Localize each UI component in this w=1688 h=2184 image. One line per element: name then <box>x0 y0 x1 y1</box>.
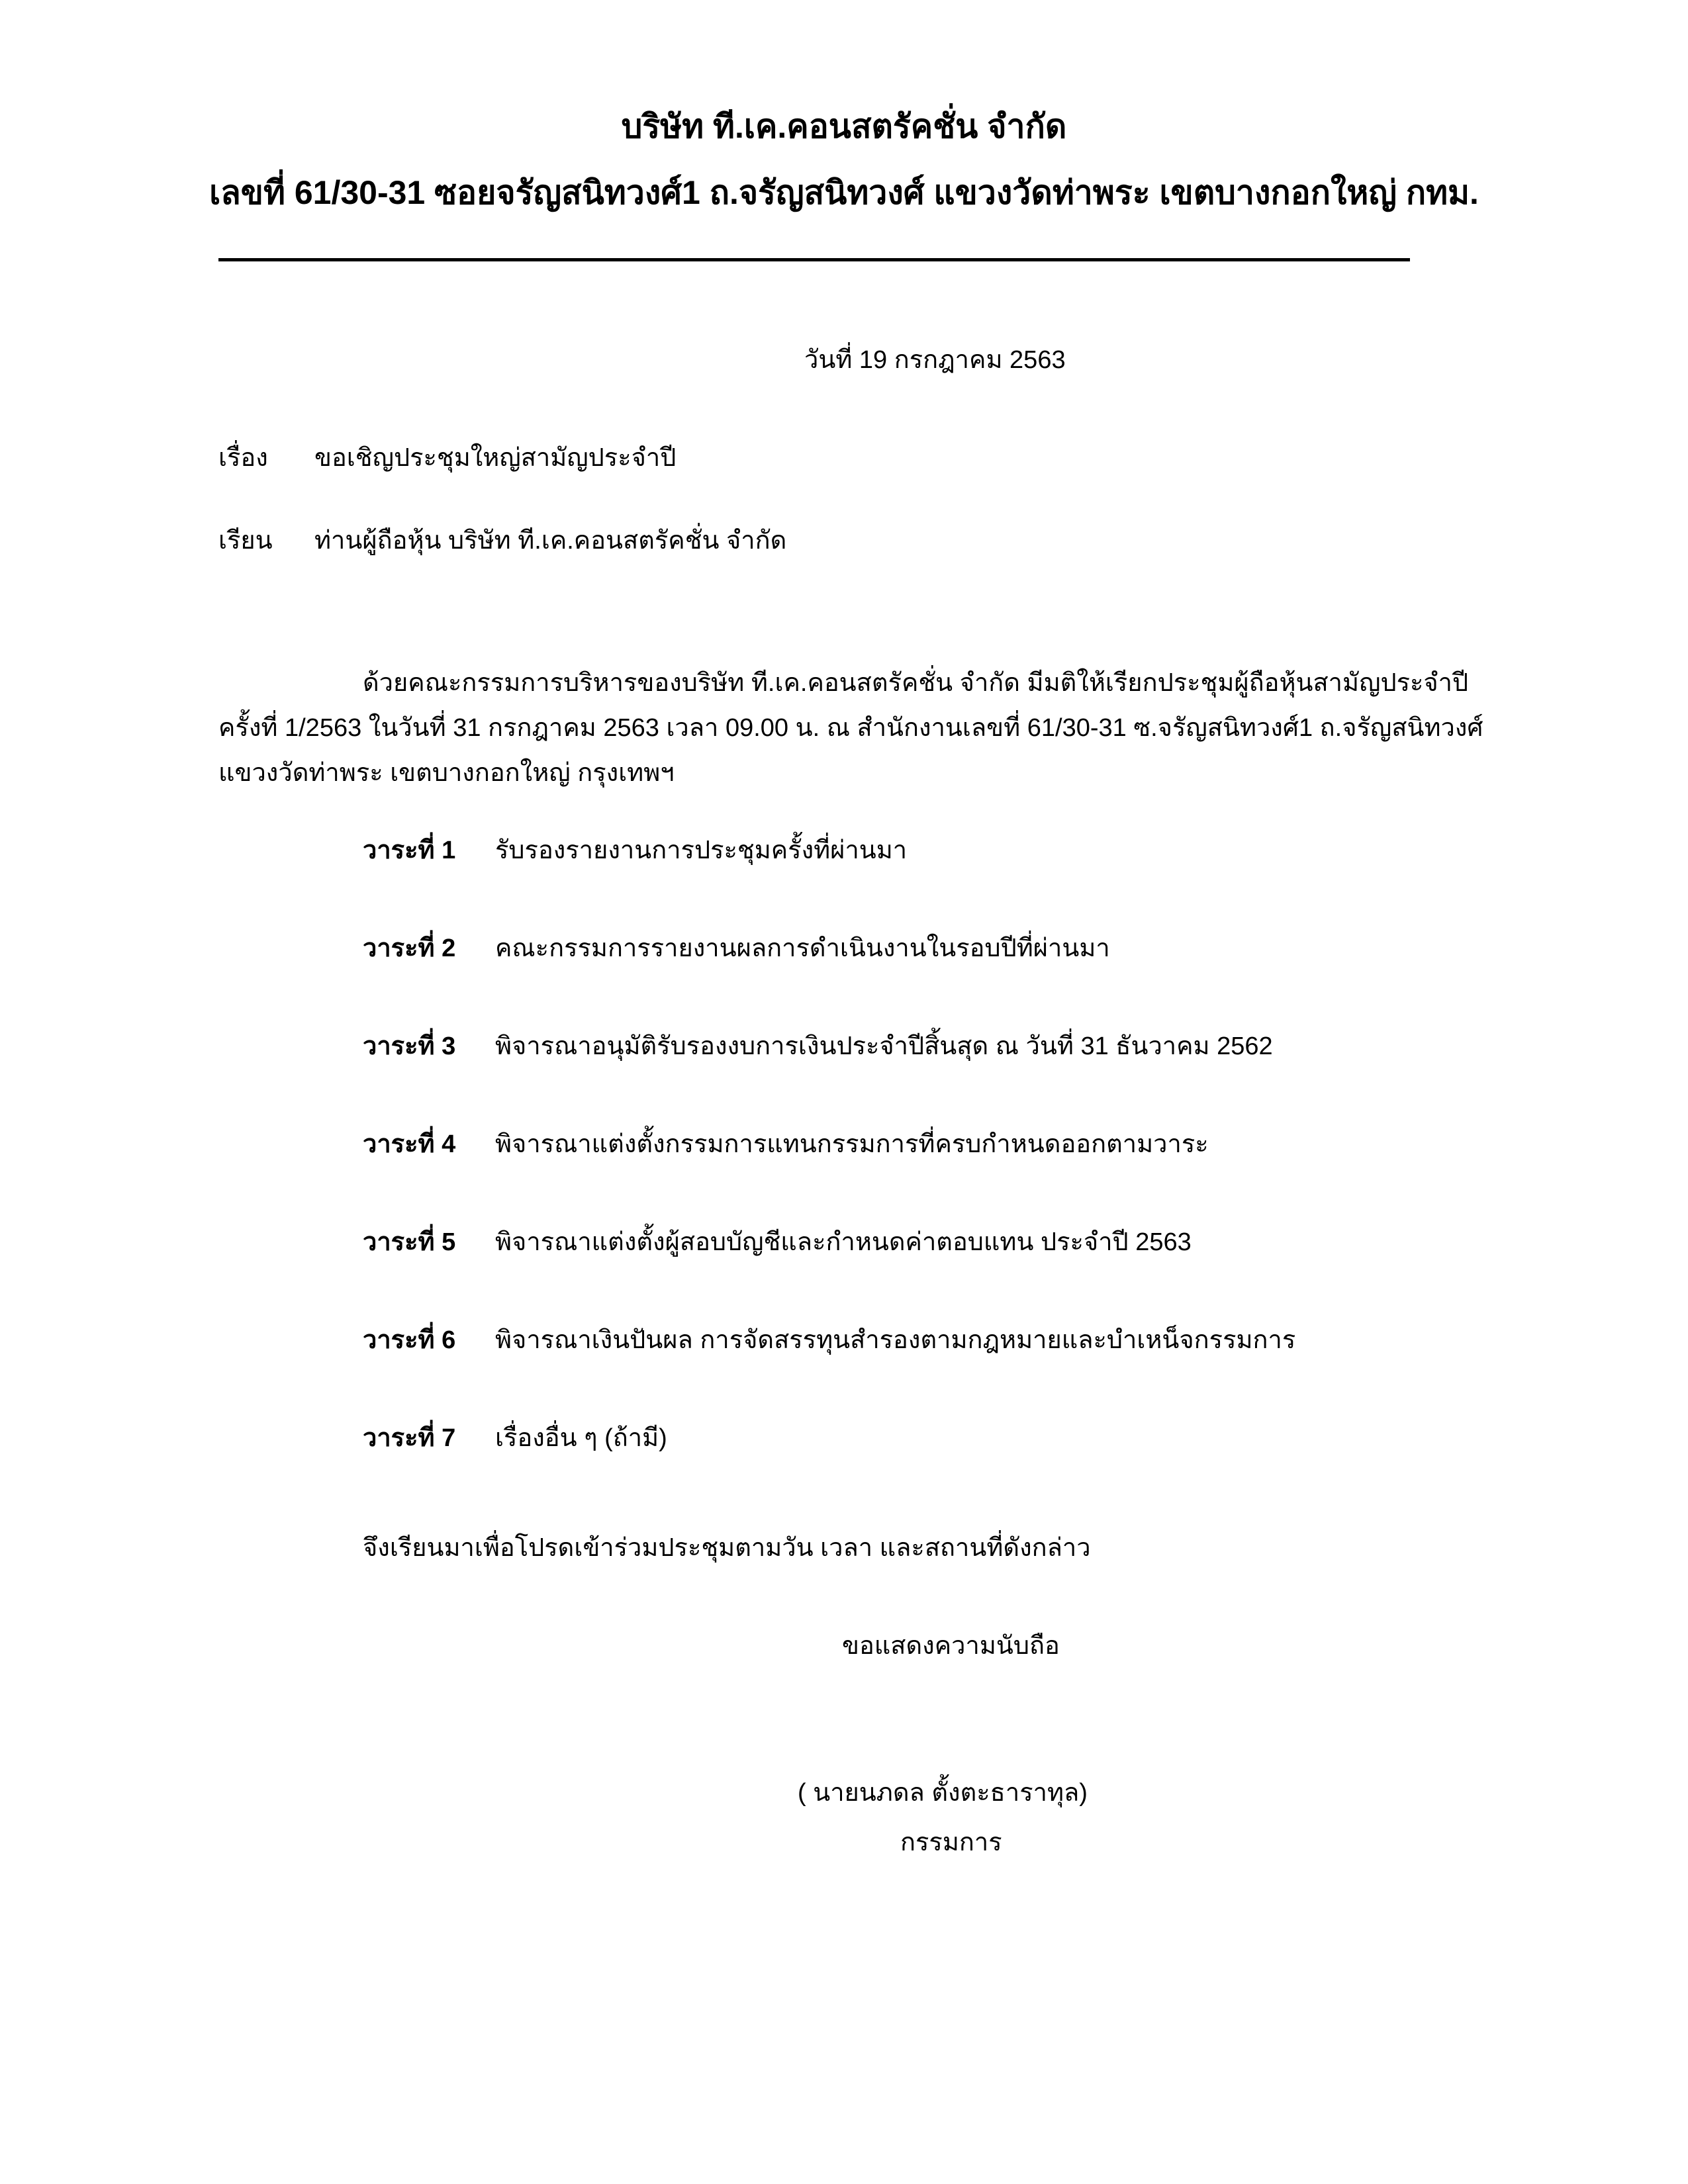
agenda-text: พิจารณาอนุมัติรับรองงบการเงินประจำปีสิ้นสุด ณ วันที่ 31 ธันวาคม 2562 <box>495 1032 1273 1060</box>
regards-text: ขอแสดงความนับถือ <box>842 1632 1060 1660</box>
recipient-text: ท่านผู้ถือหุ้น บริษัท ที.เค.คอนสตรัคชั่น จำกัด <box>314 527 787 555</box>
agenda-text: พิจารณาเงินปันผล การจัดสรรทุนสำรองตามกฎหมายและบำเหน็จกรรมการ <box>495 1326 1296 1354</box>
body-line-2: ครั้งที่ 1/2563 ในวันที่ 31 กรกฎาคม 2563 เวลา 09.00 น. ณ สำนักงานเลขที่ 61/30-31 ซ.จรัญสนิทวงศ์1 ถ.จรัญสนิทวงศ์ <box>218 714 1483 742</box>
subject-label: เรื่อง <box>218 444 268 472</box>
agenda-label: วาระที่ 1 <box>363 837 456 864</box>
agenda-label: วาระที่ 4 <box>363 1130 456 1158</box>
subject-text: ขอเชิญประชุมใหญ่สามัญประจำปี <box>314 444 677 472</box>
signer-name: ( นายนภดล ตั้งตะธาราทุล) <box>798 1779 1088 1807</box>
body-line-3: แขวงวัดท่าพระ เขตบางกอกใหญ่ กรุงเทพฯ <box>218 759 675 787</box>
header-divider <box>218 258 1410 261</box>
agenda-item-1 <box>363 829 907 870</box>
agenda-text: คณะกรรมการรายงานผลการดำเนินงานในรอบปีที่ผ่านมา <box>495 934 1110 962</box>
company-address: เลขที่ 61/30-31 ซอยจรัญสนิทวงศ์1 ถ.จรัญสนิทวงศ์ แขวงวัดท่าพระ เขตบางกอกใหญ่ กทม. <box>209 174 1479 211</box>
agenda-item-4 <box>363 1123 1209 1163</box>
agenda-label: วาระที่ 2 <box>363 934 456 962</box>
agenda-item-6 <box>363 1319 1295 1359</box>
company-name: บริษัท ที.เค.คอนสตรัคชั่น จำกัด <box>621 108 1067 145</box>
agenda-text: รับรองรายงานการประชุมครั้งที่ผ่านมา <box>495 837 908 864</box>
agenda-item-3 <box>363 1025 1273 1066</box>
agenda-text: พิจารณาแต่งตั้งกรรมการแทนกรรมการที่ครบกำหนดออกตามวาระ <box>495 1130 1209 1158</box>
agenda-item-7 <box>363 1417 667 1457</box>
body-line-1: ด้วยคณะกรรมการบริหารของบริษัท ที.เค.คอนสตรัคชั่น จำกัด มีมติให้เรียกประชุมผู้ถือหุ้นสามัญประจำปี <box>363 669 1469 697</box>
closing-text: จึงเรียนมาเพื่อโปรดเข้าร่วมประชุมตามวัน เวลา และสถานที่ดังกล่าว <box>363 1534 1091 1562</box>
agenda-label: วาระที่ 3 <box>363 1032 456 1060</box>
signer-position: กรรมการ <box>900 1829 1002 1856</box>
agenda-text: เรื่องอื่น ๆ (ถ้ามี) <box>495 1424 667 1452</box>
recipient-label: เรียน <box>218 527 273 555</box>
agenda-text: พิจารณาแต่งตั้งผู้สอบบัญชีและกำหนดค่าตอบแทน ประจำปี 2563 <box>495 1228 1192 1256</box>
agenda-item-2 <box>363 927 1110 968</box>
letter-date: วันที่ 19 กรกฎาคม 2563 <box>804 346 1066 374</box>
agenda-label: วาระที่ 7 <box>363 1424 456 1452</box>
agenda-label: วาระที่ 5 <box>363 1228 456 1256</box>
agenda-item-5 <box>363 1221 1192 1261</box>
agenda-label: วาระที่ 6 <box>363 1326 456 1354</box>
